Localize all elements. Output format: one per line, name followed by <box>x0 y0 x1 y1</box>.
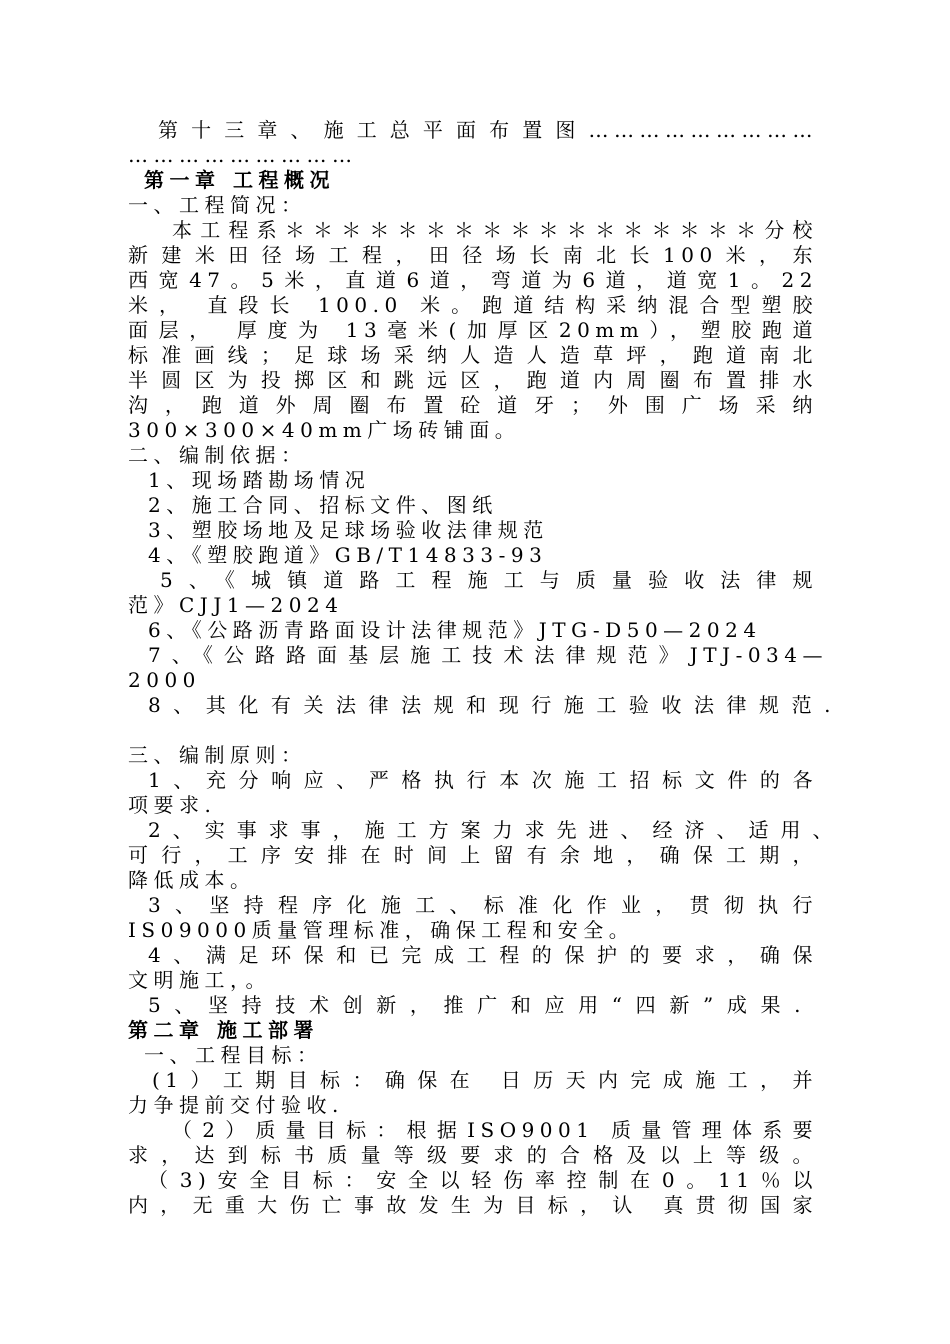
paragraph-line: 本工程系＊＊＊＊＊＊＊＊＊＊＊＊＊＊＊＊＊分校 <box>172 218 818 242</box>
list-item-continuation: 力争提前交付验收. <box>128 1093 344 1117</box>
section-heading: 一、工程目标： <box>144 1043 323 1067</box>
list-item-continuation: 可行，工序安排在时间上留有余地，确保工期， <box>128 843 818 867</box>
toc-line: 第十三章、施工总平面布置图……………………… <box>158 118 818 142</box>
list-item: 5、《城镇道路工程施工与质量验收法律规 <box>160 568 818 592</box>
list-item-continuation: 内，无重大伤亡事故发生为目标，认 真贯彻国家 <box>128 1193 818 1217</box>
paragraph-line: 米， 直段长 100.0 米。跑道结构采纳混合型塑胶 <box>128 293 818 317</box>
paragraph-line: 300×300×40mm广场砖铺面。 <box>128 418 521 442</box>
list-item: 2、实事求事，施工方案力求先进、经济、适用、 <box>148 818 838 842</box>
chapter-title: 第一章 工程概况 <box>144 168 335 192</box>
section-heading: 一、工程简况： <box>128 193 307 217</box>
list-item: 1、充分响应、严格执行本次施工招标文件的各 <box>148 768 818 792</box>
list-item: （3)安全目标：安全以轻伤率控制在0。11％以 <box>148 1168 818 1192</box>
list-item-continuation: 2000 <box>128 668 201 692</box>
list-item-continuation: 降低成本。 <box>128 868 256 892</box>
list-item: (1）工期目标：确保在 日历天内完成施工，并 <box>152 1068 818 1092</box>
list-item: （2）质量目标：根据ISO9001 质量管理体系要 <box>172 1118 818 1142</box>
list-item: 3、塑胶场地及足球场验收法律规范 <box>148 518 549 542</box>
section-heading: 三、编制原则： <box>128 743 307 767</box>
section-heading: 二、编制依据： <box>128 443 307 467</box>
list-item-continuation: IS09000质量管理标准，确保工程和安全。 <box>128 918 635 942</box>
list-item: 1、现场踏勘场情况 <box>148 468 371 492</box>
list-item-continuation: 范》CJJ1—2024 <box>128 593 344 617</box>
paragraph-line: 面层， 厚度为 13毫米(加厚区20mm），塑胶跑道 <box>128 318 818 342</box>
list-item: 4、《塑胶跑道》GB/T14833-93 <box>148 543 548 567</box>
list-item-continuation: 项要求. <box>128 793 217 817</box>
paragraph-line: 沟，跑道外周圈布置砼道牙；外围广场采纳 <box>128 393 818 417</box>
paragraph-line: 标准画线；足球场采纳人造人造草坪，跑道南北 <box>128 343 818 367</box>
paragraph-line: 西宽47。5米，直道6道，弯道为6道，道宽1。22 <box>128 268 818 292</box>
paragraph-line: 半圆区为投掷区和跳远区，跑道内周圈布置排水 <box>128 368 818 392</box>
list-item: 3、坚持程序化施工、标准化作业，贯彻执行 <box>148 893 818 917</box>
toc-line-continuation: ……………………… <box>128 143 358 167</box>
list-item-continuation: 文明施工，。 <box>128 968 271 992</box>
list-item: 7、《公路路面基层施工技术法律规范》JTJ-034— <box>148 643 828 667</box>
list-item: 8、其化有关法律法规和现行施工验收法律规范. <box>148 693 836 717</box>
chapter-title: 第二章 施工部署 <box>128 1018 319 1042</box>
list-item: 6、《公路沥青路面设计法律规范》JTG-D50—2024 <box>148 618 762 642</box>
paragraph-line: 新建米田径场工程，田径场长南北长100米，东 <box>128 243 818 267</box>
list-item: 5、坚持技术创新，推广和应用“四新”成果. <box>148 993 806 1017</box>
list-item: 4、满足环保和已完成工程的保护的要求，确保 <box>148 943 818 967</box>
list-item-continuation: 求，达到标书质量等级要求的合格及以上等级。 <box>128 1143 818 1167</box>
list-item: 2、施工合同、招标文件、图纸 <box>148 493 498 517</box>
